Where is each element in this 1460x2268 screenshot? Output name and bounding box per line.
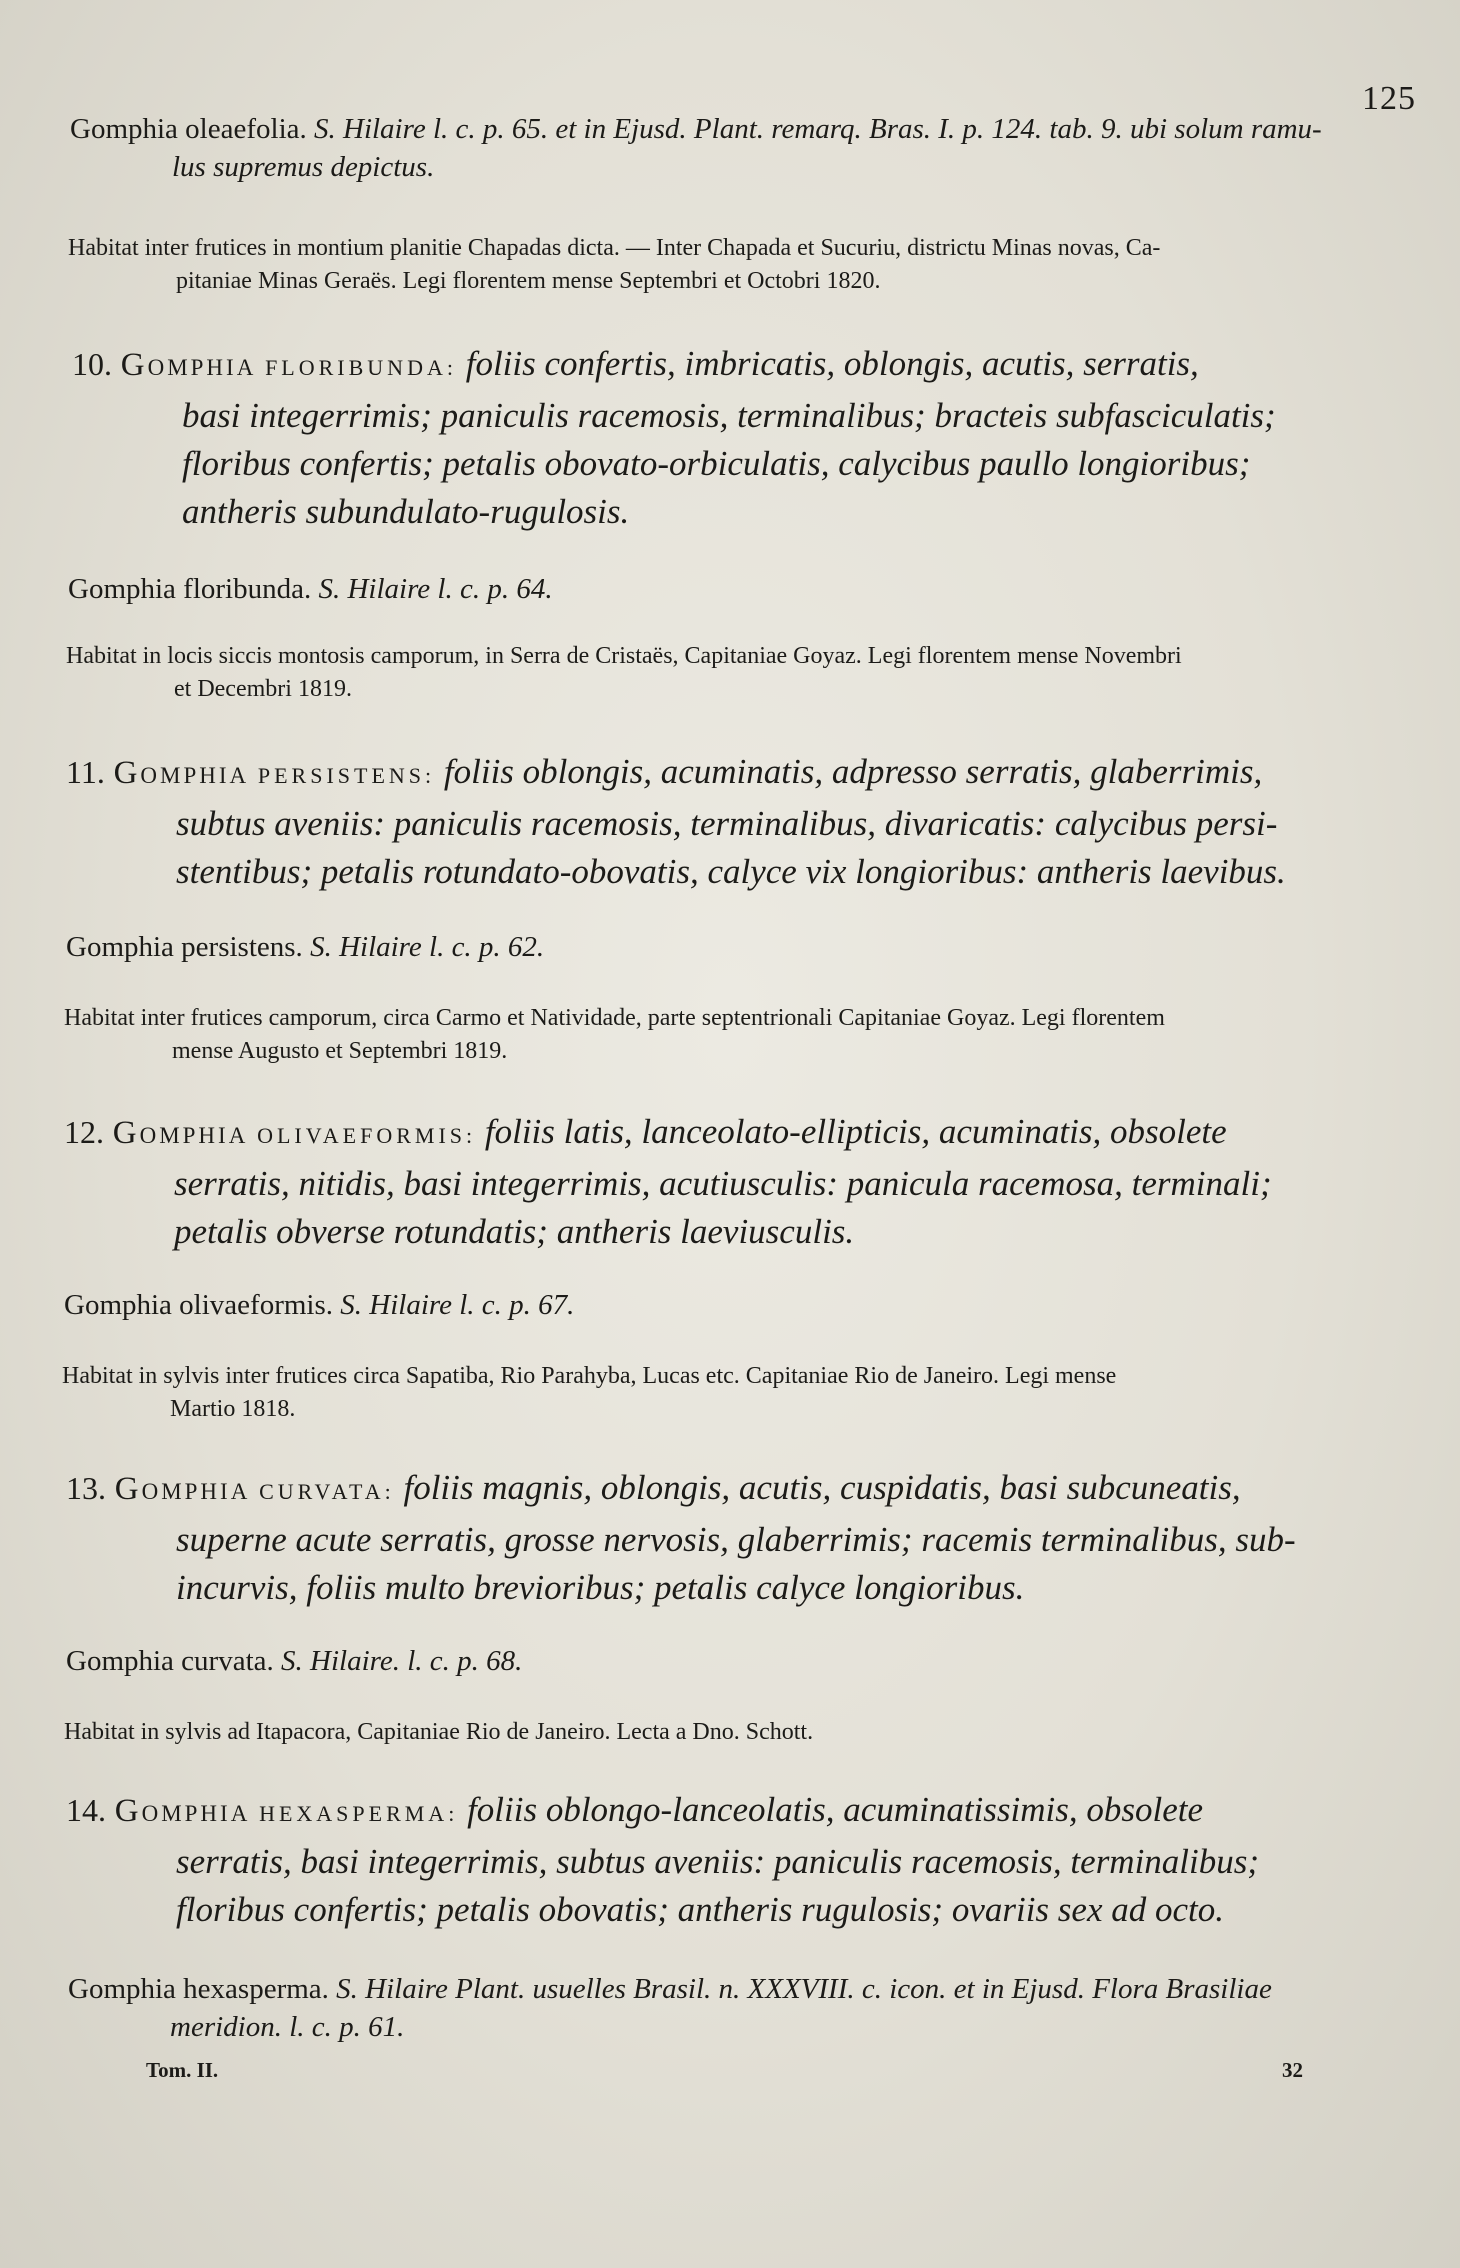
habitat-floribunda [66,640,1426,706]
reference-curvata [66,1642,1416,1680]
reference-citation: S. Hilaire l. c. p. 64. [318,573,553,605]
species-epithet: FLORIBUNDA: [265,355,457,380]
habitat-persistens [64,1002,1424,1068]
species-diagnosis: basi integerrimis; paniculis racemosis, terminalibus; bracteis subfasciculatis; [182,396,1276,435]
species-number: 13. [66,1470,106,1506]
species-diagnosis: superne acute serratis, grosse nervosis, glaberrimis; racemis terminalibus, sub- [176,1520,1296,1559]
habitat-olivaeformis [62,1360,1432,1426]
species-genus: Gomphia [113,755,250,791]
species-diagnosis: foliis oblongis, acuminatis, adpresso serratis, glaberrimis, [443,752,1263,791]
habitat-line: Habitat inter frutices in montium planitie Chapadas dicta. — Inter Chapada et Sucuriu, districtu Minas novas, Ca- [68,235,1161,261]
species-genus: Gomphia [112,1115,249,1151]
reference-name: Gomphia persistens. [66,931,311,963]
reference-citation-continued: meridion. l. c. p. 61. [170,2011,405,2043]
species-number: 12. [64,1114,104,1150]
habitat-line: Martio 1818. [170,1396,296,1422]
reference-floribunda [68,570,1418,608]
species-diagnosis: floribus confertis; petalis obovato-orbiculatis, calycibus paullo longioribus; [182,444,1251,483]
reference-citation: S. Hilaire Plant. usuelles Brasil. n. XXXVIII. c. icon. et in Ejusd. Flora Brasiliae [336,1973,1272,2005]
habitat-line: Habitat in sylvis ad Itapacora, Capitaniae Rio de Janeiro. Lecta a Dno. Schott. [64,1719,814,1745]
species-diagnosis: serratis, basi integerrimis, subtus aveniis: paniculis racemosis, terminalibus; [176,1842,1260,1881]
footer-volume: Tom. II. [146,2058,219,2082]
species-diagnosis: floribus confertis; petalis obovatis; antheris rugulosis; ovariis sex ad octo. [176,1890,1225,1929]
reference-persistens [66,928,1416,966]
reference-name: Gomphia hexasperma. [68,1973,337,2005]
species-olivaeformis [64,1108,1434,1256]
reference-name: Gomphia olivaeformis. [64,1289,341,1321]
reference-oleaefolia [70,110,1420,186]
habitat-oleaefolia [68,232,1418,298]
species-diagnosis: serratis, nitidis, basi integerrimis, acutiusculis: panicula racemosa, terminali; [174,1164,1272,1203]
reference-name: Gomphia oleaefolia. [70,113,314,145]
species-diagnosis: foliis confertis, imbricatis, oblongis, acutis, serratis, [465,344,1199,383]
habitat-curvata [64,1716,1424,1749]
species-hexasperma [66,1786,1436,1934]
habitat-line: Habitat in locis siccis montosis camporum, in Serra de Cristaës, Capitaniae Goyaz. Legi florentem mense Novembri [66,643,1182,669]
habitat-line: pitaniae Minas Geraës. Legi florentem mense Septembri et Octobri 1820. [176,268,881,294]
species-number: 14. [66,1792,106,1828]
species-diagnosis: petalis obverse rotundatis; antheris laeviusculis. [174,1212,855,1251]
species-persistens [66,748,1436,896]
species-genus: Gomphia [120,347,257,383]
species-genus: Gomphia [114,1793,251,1829]
reference-citation-continued: lus supremus depictus. [172,151,435,183]
reference-hexasperma [68,1970,1428,2046]
reference-citation: S. Hilaire l. c. p. 67. [340,1289,575,1321]
species-diagnosis: foliis latis, lanceolato-ellipticis, acuminatis, obsolete [484,1112,1227,1151]
species-diagnosis: foliis magnis, oblongis, acutis, cuspidatis, basi subcuneatis, [403,1468,1241,1507]
reference-citation: S. Hilaire. l. c. p. 68. [281,1645,523,1677]
species-number: 11. [66,754,105,790]
species-epithet: PERSISTENS: [257,763,436,788]
footer-signature: 32 [1282,2058,1303,2082]
habitat-line: Habitat in sylvis inter frutices circa Sapatiba, Rio Parahyba, Lucas etc. Capitaniae Rio de Janeiro. Legi mense [62,1363,1117,1389]
habitat-line: mense Augusto et Septembri 1819. [172,1038,508,1064]
species-number: 10. [72,346,112,382]
species-genus: Gomphia [114,1471,251,1507]
species-floribunda [72,340,1432,536]
species-epithet: HEXASPERMA: [259,1801,459,1826]
species-diagnosis: antheris subundulato-rugulosis. [182,492,630,531]
reference-name: Gomphia floribunda. [68,573,319,605]
species-diagnosis: foliis oblongo-lanceolatis, acuminatissimis, obsolete [467,1790,1204,1829]
species-diagnosis: subtus aveniis: paniculis racemosis, terminalibus, divaricatis: calycibus persi- [176,804,1278,843]
reference-name: Gomphia curvata. [66,1645,282,1677]
reference-citation: S. Hilaire l. c. p. 65. et in Ejusd. Plant. remarq. Bras. I. p. 124. tab. 9. ubi solum ramu- [314,113,1322,145]
species-epithet: CURVATA: [259,1479,395,1504]
reference-citation: S. Hilaire l. c. p. 62. [310,931,545,963]
species-diagnosis: stentibus; petalis rotundato-obovatis, calyce vix longioribus: antheris laevibus. [176,852,1286,891]
reference-olivaeformis [64,1286,1414,1324]
habitat-line: et Decembri 1819. [174,676,352,702]
species-curvata [66,1464,1436,1612]
species-diagnosis: incurvis, foliis multo brevioribus; petalis calyce longioribus. [176,1568,1025,1607]
habitat-line: Habitat inter frutices camporum, circa Carmo et Natividade, parte septentrionali Capitaniae Goyaz. Legi florentem [64,1005,1165,1031]
page-number: 125 [1362,80,1416,117]
species-epithet: OLIVAEFORMIS: [257,1123,477,1148]
